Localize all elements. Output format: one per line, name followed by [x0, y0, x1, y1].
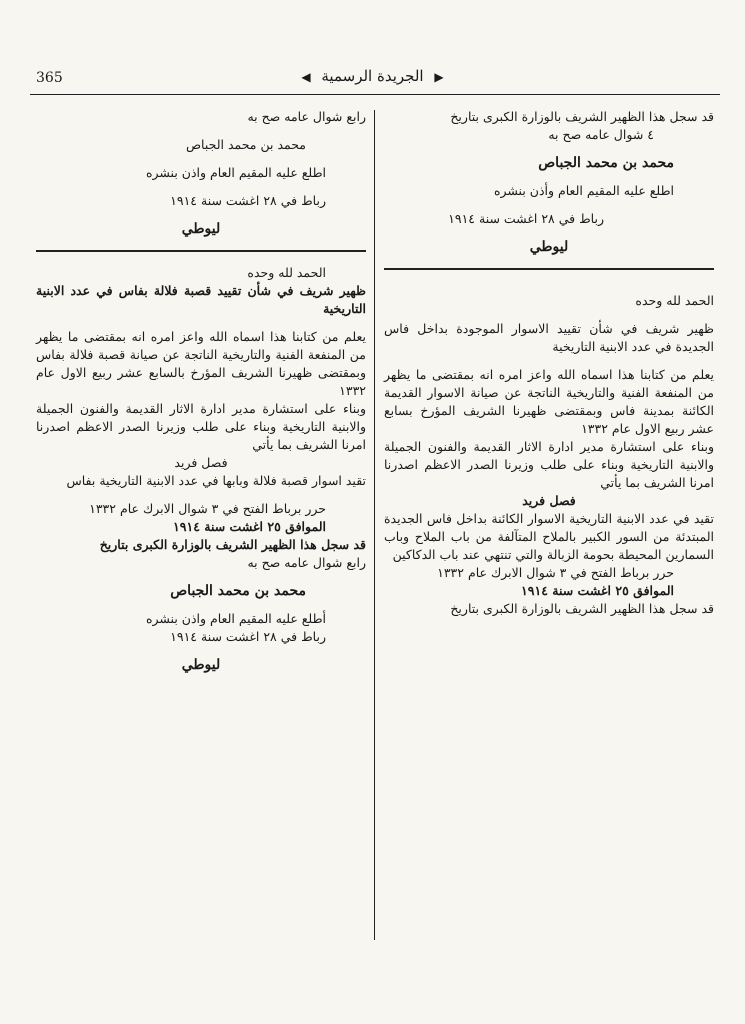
record-line: قد سجل هذا الظهير الشريف بالوزارة الكبرى بتاريخ — [450, 601, 714, 616]
consultation-paragraph: وبناء على استشارة مدير ادارة الاثار القديمة والفنون الجميلة والابنية التاريخية وبناء على طلب وزيرنا الصدر الاعظم اصدرنا امرنا الشريف بما يأتي — [384, 439, 714, 490]
right-column — [384, 108, 714, 618]
article-heading: فصل فريد — [522, 493, 576, 508]
article-heading: فصل فريد — [174, 455, 228, 470]
page-number: 365 — [36, 70, 63, 86]
lyautey-signature: ليوطي — [181, 221, 221, 237]
article-text: تقيد في عدد الابنية التاريخية الاسوار الكائنة بداخل فاس الجديدة المبتدئة من السور الكبير بالملاح المتآلفة من باب الملاح وباب السمارين المحيطة بحومة الزبالة والتي تنتهي عند باب الدكاكين — [384, 511, 714, 562]
article-text: تقيد اسوار قصبة فلالة وبابها في عدد الابنية التاريخية بفاس — [66, 473, 366, 488]
resident-approval: أطلع عليه المقيم العام واذن بنشره — [145, 611, 326, 626]
column-divider — [374, 110, 375, 940]
left-column — [36, 108, 366, 674]
invocation: الحمد لله وحده — [247, 265, 326, 280]
place-date: رباط في ٢٨ اغشت سنة ١٩١٤ — [448, 211, 604, 226]
lyautey-signature: ليوطي — [529, 239, 569, 255]
record-line: قد سجل هذا الظهير الشريف بالوزارة الكبرى بتاريخ — [450, 109, 714, 124]
consultation-paragraph: وبناء على استشارة مدير ادارة الاثار القديمة والفنون الجميلة والابنية التاريخية وبناء على طلب وزيرنا الصدر الاعظم اصدرنا امرنا الشريف بما يأتي — [36, 401, 366, 452]
section-separator — [384, 268, 714, 270]
section-separator — [36, 250, 366, 252]
vizier-signature: محمد بن محمد الجباص — [538, 155, 674, 171]
place-date: رباط في ٢٨ اغشت سنة ١٩١٤ — [170, 193, 326, 208]
running-header — [0, 67, 745, 85]
preamble-paragraph: يعلم من كتابنا هذا اسماه الله واعز امره انه بمقتضى ما يظهر من المنفعة الفنية والتاريخية الناتجة عن صيانة الاسوار القديمة الكائنة بمدينة فاس وبمقتضى ظهيرنا الشريف المؤرخ بسابع عشر ربيع الاول عام ١٣٣٢ — [384, 367, 714, 436]
lyautey-signature: ليوطي — [181, 657, 221, 673]
preamble-paragraph: يعلم من كتابنا هذا اسماه الله واعز امره انه بمقتضى ما يظهر من المنفعة الفنية والتاريخية الناتجة عن صيانة قصبة فلالة بفاس وبمقتضى ظهيرنا الشريف المؤرخ بالسابع عشر ربيع الاول عام ١٣٣٢ — [36, 329, 366, 398]
vizier-signature: محمد بن محمد الجباص — [170, 583, 306, 599]
resident-approval: اطلع عليه المقيم العام واذن بنشره — [145, 165, 326, 180]
record-line: قد سجل هذا الظهير الشريف بالوزارة الكبرى بتاريخ — [99, 537, 366, 552]
issued-line: حرر برباط الفتح في ٣ شوال الابرك عام ١٣٣٢ — [89, 501, 326, 516]
issued-line: حرر برباط الفتح في ٣ شوال الابرك عام ١٣٣٢ — [437, 565, 674, 580]
gazette-title: الجريدة الرسمية — [321, 67, 424, 85]
invocation: الحمد لله وحده — [635, 293, 714, 308]
dahir-title: ظهير شريف في شأن تقييد الاسوار الموجودة بداخل فاس الجديدة في عدد الابنية التاريخية — [384, 321, 714, 354]
place-date: رباط في ٢٨ اغشت سنة ١٩١٤ — [170, 629, 326, 644]
record-date: رابع شوال عامه صح به — [247, 109, 366, 124]
vizier-signature: محمد بن محمد الجباص — [185, 137, 306, 152]
record-date: ٤ شوال عامه صح به — [548, 127, 654, 142]
gregorian-date: الموافق ٢٥ اغشت سنة ١٩١٤ — [521, 583, 674, 598]
dahir-title: ظهير شريف في شأن تقييد قصبة فلالة بفاس في عدد الابنية التاريخية — [36, 283, 366, 316]
resident-approval: اطلع عليه المقيم العام وأذن بنشره — [493, 183, 674, 198]
ornament-right-icon: ▶ — [434, 70, 444, 84]
header-rule — [30, 94, 720, 95]
ornament-left-icon: ◀ — [301, 70, 311, 84]
record-date: رابع شوال عامه صح به — [247, 555, 366, 570]
gregorian-date: الموافق ٢٥ اغشت سنة ١٩١٤ — [173, 519, 326, 534]
